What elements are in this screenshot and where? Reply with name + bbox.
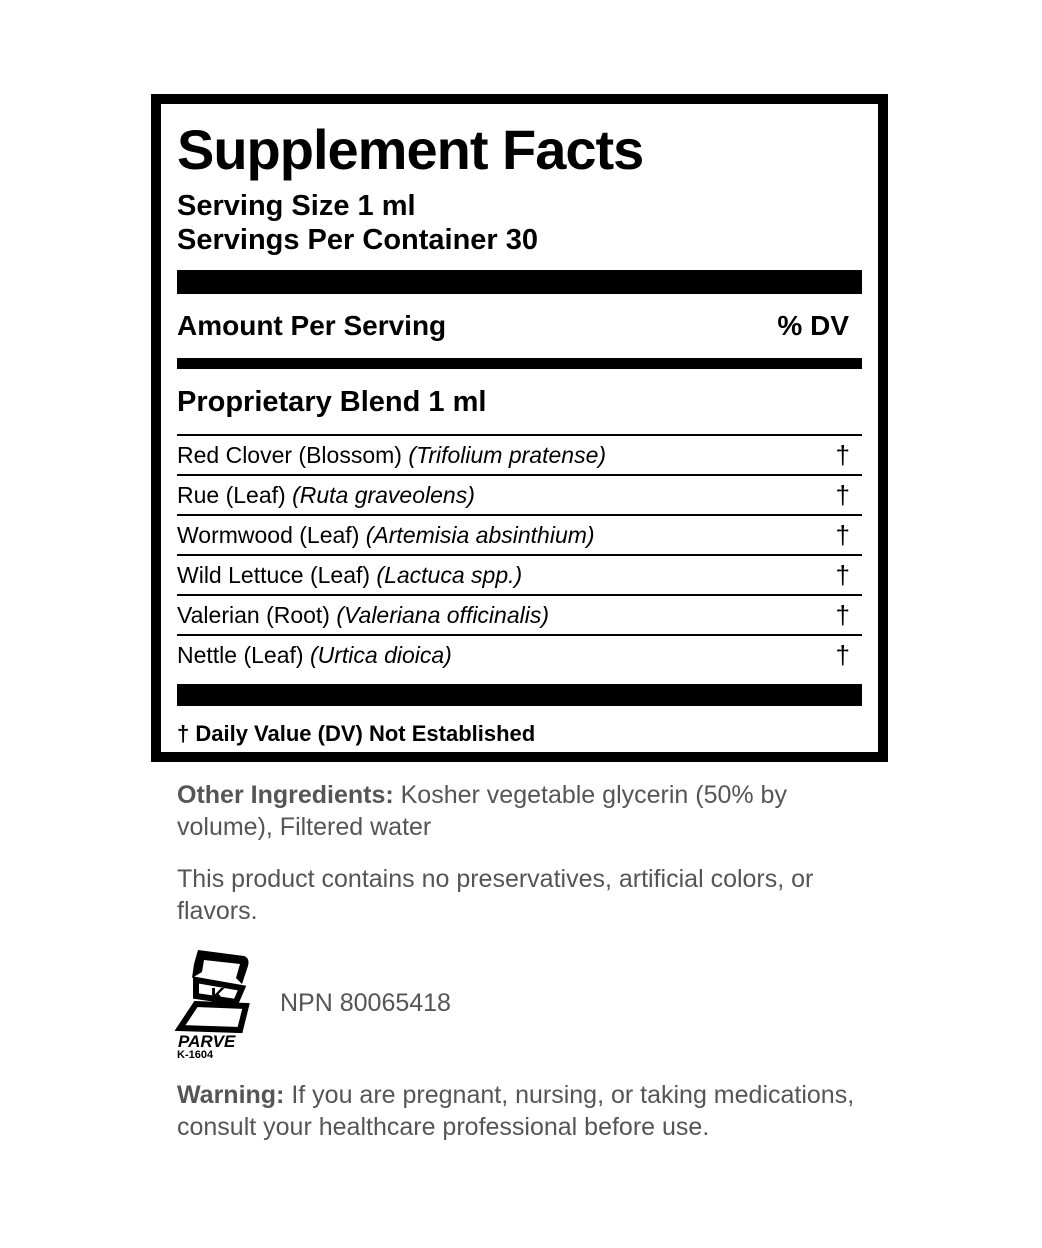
amount-per-serving-label: Amount Per Serving <box>177 310 447 341</box>
ingredient-dv: † <box>835 640 850 670</box>
ingredient-latin-name: (Artemisia absinthium) <box>365 522 595 548</box>
no-preservatives-statement: This product contains no preservatives, artificial colors, or flavors. <box>177 865 814 925</box>
ingredient-row <box>177 596 862 636</box>
kosher-letter: K <box>210 985 226 1007</box>
ingredient-row <box>177 556 862 596</box>
ingredient-latin-name: (Ruta graveolens) <box>292 482 475 508</box>
divider-bar <box>177 358 862 369</box>
panel-title: Supplement Facts <box>177 118 644 181</box>
serving-size: Serving Size 1 ml <box>177 190 416 222</box>
supplement-facts-panel <box>151 94 888 762</box>
dv-header: % DV <box>777 310 849 341</box>
ingredient-latin-name: (Valeriana officinalis) <box>336 602 550 628</box>
dv-footnote: † Daily Value (DV) Not Established <box>177 721 536 746</box>
ingredient-latin-name: (Urtica dioica) <box>309 642 452 668</box>
ingredient-name: Red Clover (Blossom) <box>177 442 402 468</box>
warning-label: Warning: <box>177 1081 285 1109</box>
kosher-parve-word: PARVE <box>178 1032 236 1051</box>
ingredient-list <box>177 434 862 674</box>
warning-text: If you are pregnant, nursing, or taking medications, consult your healthcare professional before use. <box>177 1081 855 1141</box>
ingredient-dv: † <box>835 520 850 550</box>
divider-bar <box>177 270 862 294</box>
ingredient-name: Wormwood (Leaf) <box>177 522 360 548</box>
other-ingredients-label: Other Ingredients: <box>177 781 394 809</box>
ingredient-name: Valerian (Root) <box>177 602 330 628</box>
ingredient-latin-name: (Trifolium pratense) <box>408 442 607 468</box>
amount-header-row <box>177 308 862 344</box>
blend-title: Proprietary Blend 1 ml <box>177 386 487 418</box>
kosher-parve-icon <box>174 944 254 1060</box>
ingredient-dv: † <box>835 600 850 630</box>
ingredient-name: Wild Lettuce (Leaf) <box>177 562 371 588</box>
ingredient-dv: † <box>835 480 850 510</box>
ingredient-name: Rue (Leaf) <box>177 482 286 508</box>
other-ingredients <box>177 779 867 843</box>
ingredient-row <box>177 516 862 556</box>
servings-per-container: Servings Per Container 30 <box>177 224 539 256</box>
warning-statement <box>177 1079 867 1143</box>
other-ingredients-text: Kosher vegetable glycerin (50% by volume), Filtered water <box>177 781 787 841</box>
ingredient-dv: † <box>835 560 850 590</box>
ingredient-row <box>177 636 862 674</box>
ingredient-latin-name: (Lactuca spp.) <box>376 562 523 588</box>
kosher-code: K-1604 <box>177 1049 214 1060</box>
ingredient-row <box>177 436 862 476</box>
divider-bar <box>177 684 862 706</box>
npn-number: NPN 80065418 <box>280 989 451 1017</box>
ingredient-dv: † <box>835 440 850 470</box>
ingredient-name: Nettle (Leaf) <box>177 642 304 668</box>
ingredient-row <box>177 476 862 516</box>
